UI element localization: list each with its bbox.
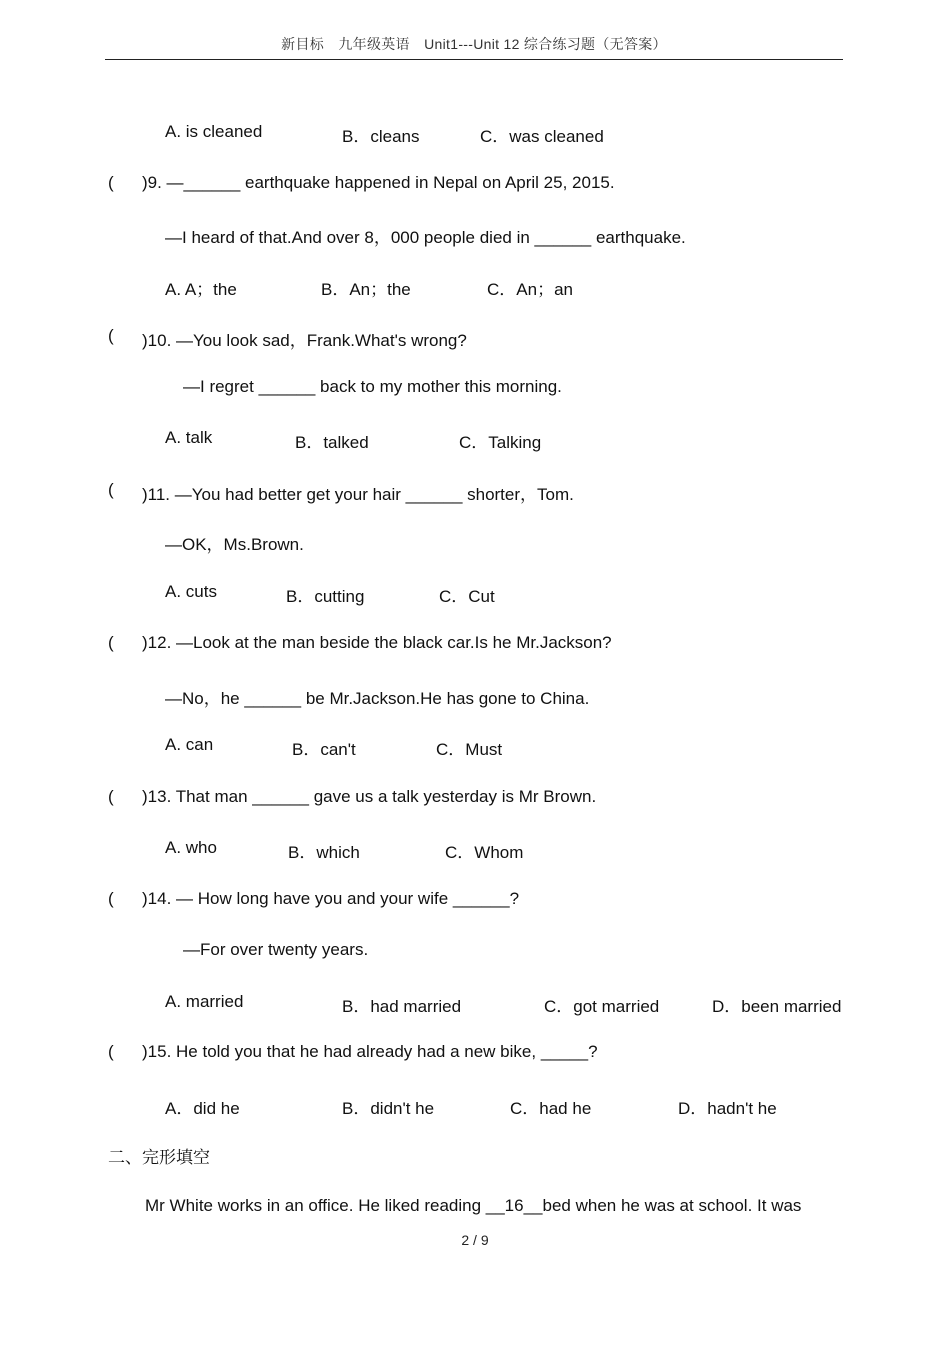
q12-option-b: B．can't bbox=[292, 740, 356, 759]
q9-question: )9. —______ earthquake happened in Nepal on April 25, 2015. bbox=[142, 173, 615, 192]
q8-option-a: A. is cleaned bbox=[165, 122, 263, 141]
q10-option-c: C．Talking bbox=[459, 433, 542, 452]
q9-option-a: A. A；the bbox=[165, 280, 237, 299]
q15-answer-paren: ( bbox=[108, 1042, 114, 1061]
q15-option-c: C．had he bbox=[510, 1099, 592, 1118]
cloze-passage-line: Mr White works in an office. He liked reading __16__bed when he was at school. It was bbox=[145, 1196, 802, 1215]
q12-question: )12. —Look at the man beside the black car.Is he Mr.Jackson? bbox=[142, 633, 612, 652]
q12-option-c: C．Must bbox=[436, 740, 503, 759]
page-number: 2 / 9 bbox=[461, 1232, 489, 1248]
q15-option-b: B．didn't he bbox=[342, 1099, 435, 1118]
q12-option-a: A. can bbox=[165, 735, 214, 754]
q9-answer-paren: ( bbox=[108, 173, 114, 192]
q10-question: )10. —You look sad，Frank.What's wrong? bbox=[142, 331, 467, 350]
q14-answer-paren: ( bbox=[108, 889, 114, 908]
q14-question: )14. — How long have you and your wife ______? bbox=[142, 889, 520, 908]
q10-option-a: A. talk bbox=[165, 428, 213, 447]
q9-response: —I heard of that.And over 8，000 people died in ______ earthquake. bbox=[165, 228, 686, 247]
q15-option-d: D．hadn't he bbox=[678, 1099, 777, 1118]
q14-option-b: B．had married bbox=[342, 997, 462, 1016]
q13-option-c: C．Whom bbox=[445, 843, 524, 862]
q13-answer-paren: ( bbox=[108, 787, 114, 806]
q10-answer-paren: ( bbox=[108, 326, 114, 345]
q15-option-a: A．did he bbox=[165, 1099, 240, 1118]
header-divider bbox=[105, 59, 843, 60]
q9-option-b: B．An；the bbox=[321, 280, 411, 299]
q14-option-c: C．got married bbox=[544, 997, 660, 1016]
q8-option-c: C．was cleaned bbox=[480, 127, 604, 146]
q14-option-a: A. married bbox=[165, 992, 244, 1011]
q13-option-a: A. who bbox=[165, 838, 217, 857]
q11-option-c: C．Cut bbox=[439, 587, 495, 606]
q14-response: —For over twenty years. bbox=[183, 940, 369, 959]
q15-question: )15. He told you that he had already had a new bike, _____? bbox=[142, 1042, 598, 1061]
section-title-cloze: 二、完形填空 bbox=[108, 1148, 210, 1167]
q11-question: )11. —You had better get your hair ______ shorter，Tom. bbox=[142, 485, 574, 504]
q12-response: —No，he ______ be Mr.Jackson.He has gone to China. bbox=[165, 689, 590, 708]
q14-option-d: D．been married bbox=[712, 997, 842, 1016]
q13-question: )13. That man ______ gave us a talk yesterday is Mr Brown. bbox=[142, 787, 597, 806]
page-header: 新目标 九年级英语 Unit1---Unit 12 综合练习题（无答案） bbox=[281, 36, 667, 52]
q13-option-b: B．which bbox=[288, 843, 360, 862]
q11-response: —OK，Ms.Brown. bbox=[165, 535, 304, 554]
q9-option-c: C．An；an bbox=[487, 280, 573, 299]
q12-answer-paren: ( bbox=[108, 633, 114, 652]
q11-option-b: B．cutting bbox=[286, 587, 365, 606]
q11-answer-paren: ( bbox=[108, 480, 114, 499]
q10-option-b: B．talked bbox=[295, 433, 369, 452]
q10-response: —I regret ______ back to my mother this morning. bbox=[183, 377, 562, 396]
q8-option-b: B．cleans bbox=[342, 127, 420, 146]
q11-option-a: A. cuts bbox=[165, 582, 217, 601]
